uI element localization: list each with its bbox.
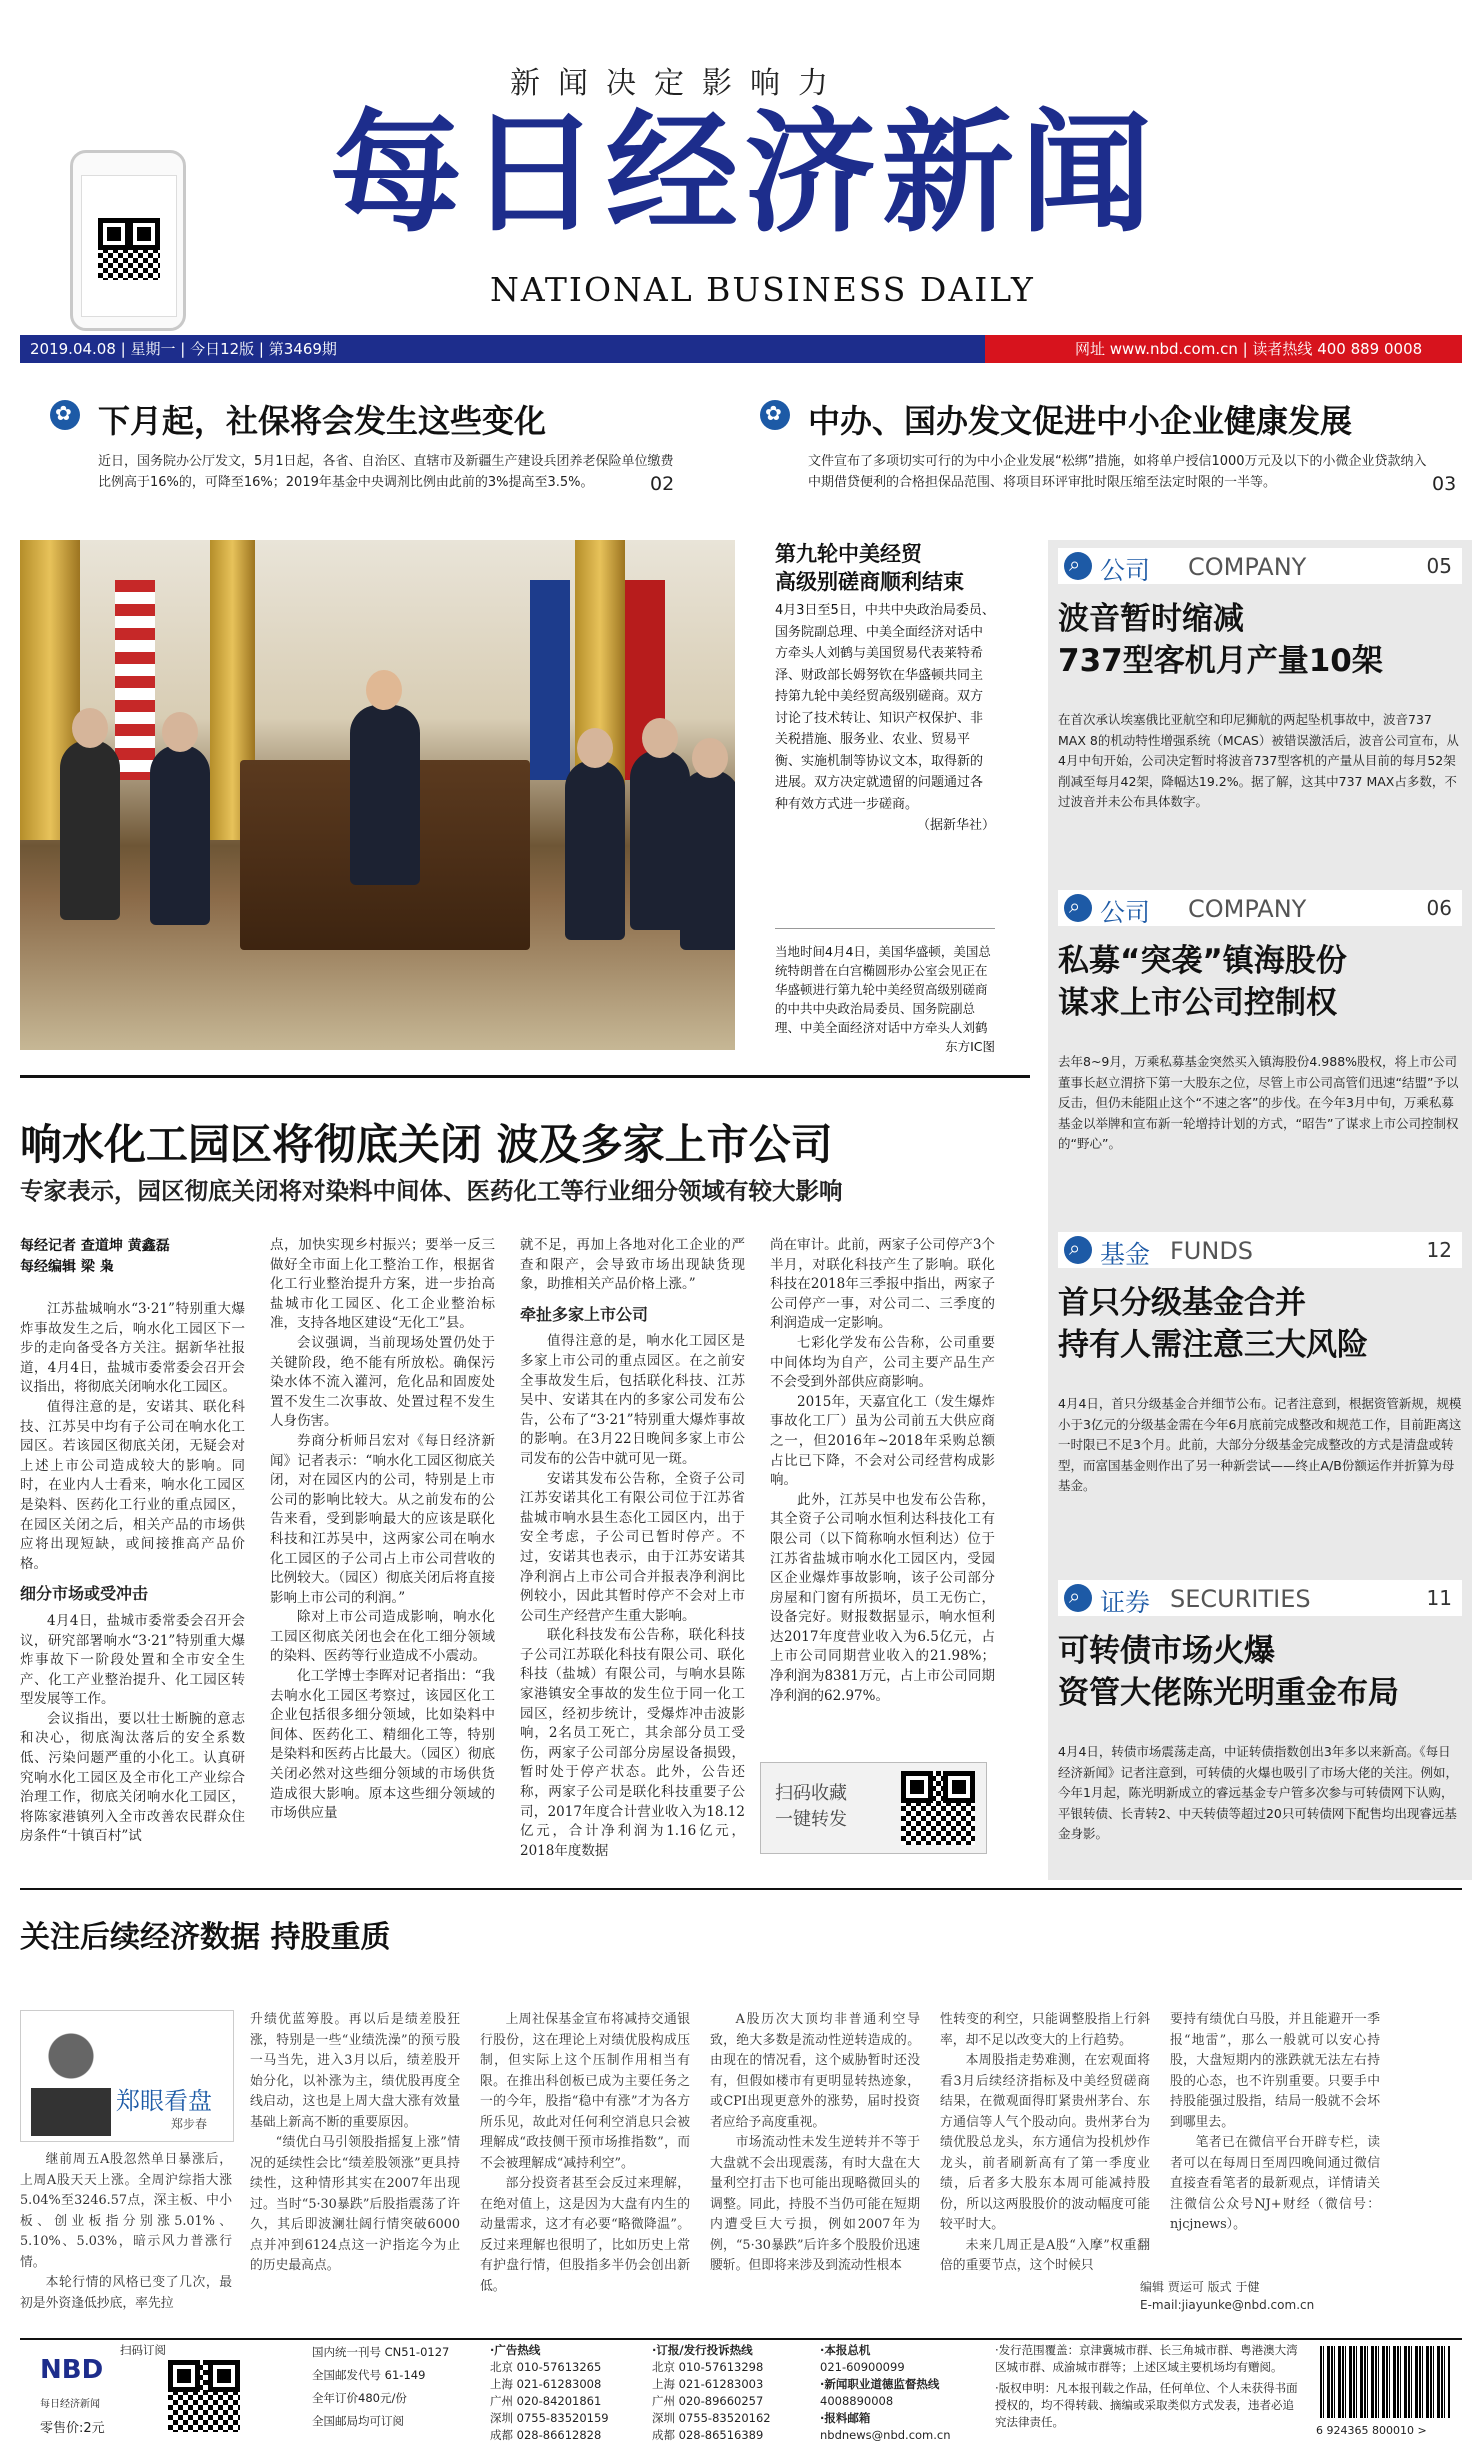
section-subhead: 细分市场或受冲击: [20, 1584, 149, 1604]
right-story-body: 在首次承认埃塞俄比亚航空和印尼狮航的两起坠机事故中，波音737 MAX 8的机动特性增强系统（MCAS）被错误激活后，波音公司宣布，从4月中旬开始，公司决定暂时将波音737型客机的产量从目前的每月52架削减至每月42架，降幅达19.2%。据了解，这其中737 MAX占多数，不过波音并未公布具体数字。: [1058, 712, 1459, 809]
teaser-page-2: 03: [1432, 473, 1457, 495]
teaser-title-2[interactable]: 中办、国办发文促进中小企业健康发展: [808, 402, 1353, 440]
main-subheadline: 专家表示，园区彻底关闭将对染料中间体、医药化工等行业细分领域有较大影响: [20, 1177, 843, 1205]
column-name: 郑眼看盘: [116, 2087, 212, 2115]
publication-info: 国内统一刊号 CN51-0127 全国邮发代号 61-149 全年订价480元/份 全国邮局均可订阅: [312, 2345, 450, 2428]
right-story-title[interactable]: 私募“突袭”镇海股份 谋求上市公司控制权: [1058, 943, 1347, 1021]
right-column: [1048, 540, 1472, 1880]
search-icon: [1064, 894, 1092, 922]
lower-col-3: 上周社保基金宣布将减持交通银行股份，这在理论上对绩优股构成压制，但实际上这个压制作用相当有限。在推出科创板已成为主要任务之一的今年，股指“稳中有涨”才为各方所乐见，故此对任何利空消息只会被理解成“政技侧干预市场推指数”，而不会被理解成“减持利空”。 部分投资者甚至会反过来理解，在绝对值上，这是因为大盘有内生的动量需求，这才有必要“略微降温”。反过来理解也很明了，比如历史上常有护盘行情，但股指多半仍会创出新低。: [480, 2012, 690, 2294]
main-col-4: 尚在审计。此前，两家子公司停产3个半月，对联化科技产生了影响。联化科技在2018年三季报中指出，两家子公司停产一事，对公司二、三季度的利润造成一定影响。 七彩化学发布公告称，公司重要中间体均为自产，公司主要产品生产不会受到外部供应商影响。 2015年，天嘉宜化工（发生爆炸事故化工厂）虽为公司前五大供应商之一，但2016年~2018年采购总额占比已下降，不会对公司经营构成影响。 此外，江苏吴中也发布公告称，其全资子公司响水恒利达科技化工有限公司（以下简称响水恒利达）位于江苏省盐城市响水化工园区内，受园区企业爆炸事故影响，该子公司部分房屋和门窗有所损坏，员工无伤亡，设备完好。财报数据显示，响水恒利达2017年度营业收入为6.5亿元，占上市公司同期营业收入的21.98%；净利润为8381万元，占上市公司同期净利润的62.97%。: [770, 1237, 995, 1704]
subscribe-qr-code[interactable]: [168, 2360, 240, 2432]
right-story-title[interactable]: 波音暂时缩减 737型客机月产量10架: [1058, 601, 1383, 679]
right-story-body: 去年8~9月，万乘私募基金突然买入镇海股份4.988%股权，将上市公司董事长赵立渭挤下第一大股东之位，尽管上市公司高管们迅速“结盟”予以反击，但仍未能阻止这个“不速之客”的步伐。在今年3月中旬，万乘私募基金以举牌和宣布新一轮增持计划的方式，“昭告”了谋求上市公司控制权的“野心”。: [1058, 1054, 1459, 1151]
section-header-funds[interactable]: ⌕ 基金 FUNDS 12: [1058, 1232, 1462, 1268]
nbd-logo-sub: 每日经济新闻: [40, 2399, 100, 2410]
section-header-securities[interactable]: ⌕ 证券 SECURITIES 11: [1058, 1580, 1462, 1616]
nbd-logo: NBD: [40, 2355, 104, 2385]
photo-caption: 当地时间4月4日，美国华盛顿，美国总统特朗普在白宫椭圆形办公室会见正在华盛顿进行第九轮中美经贸高级别磋商的中共中央政治局委员、国务院副总理、中美全面经济对话中方牵头人刘鹤 东方IC图: [775, 944, 995, 1054]
piggy-bank-icon: [1064, 1236, 1092, 1264]
photo-story-title: 第九轮中美经贸 高级别磋商顺利结束: [775, 542, 964, 594]
main-col-1: 江苏盐城响水“3·21”特别重大爆炸事故发生之后，响水化工园区下一步的走向备受各方关注。据新华社报道，4月4日，盐城市委常委会召开会议指出，将彻底关闭响水化工园区。 值得注意的是，安诺其、联化科技、江苏吴中均有子公司在响水化工园区。若该园区彻底关闭，无疑会对上述上市公司造成较大的影响。同时，在业内人士看来，响水化工园区是染料、医药化工行业的重点园区，在园区关闭之后，相关产品的市场供应将出现短缺，或间接推高产品价格。 细分市场或受冲击 4月4日，盐城市委常委会召开会议，研究部署响水“3·21”特别重大爆炸事故下一阶段处置和全市安全生产、化工产业整治提升、化工园区转型发展等工作。 会议指出，要以壮士断腕的意志和决心，彻底淘汰落后的安全系数低、污染问题严重的小化工。认真研究响水化工园区及全市化工产业综合治理工作，彻底关闭响水化工园区，将陈家港镇列入全市改善农民群众住房条件“十镇百村”试: [20, 1301, 245, 1845]
right-story-body: 4月4日，转债市场震荡走高，中证转债指数创出3年多以来新高。《每日经济新闻》记者注意到，可转债的火爆也吸引了市场大佬的关注。例如，今年1月起，陈光明新成立的睿远基金专户管多次参与可转债网下认购，平银转债、长青转2、中天转债等超过20只可转债网下配售均出现睿远基金身影。: [1058, 1744, 1459, 1841]
distribution-copyright: ·发行范围覆盖：京津冀城市群、长三角城市群、粤港澳大湾区城市群、成渝城市群等；上述区域主要机场均有赠阅。 ·版权申明：凡本报刊载之作品，任何单位、个人未获得书面授权的，均不得转载、摘编或采取类似方式发表，违者必追究法律责任。: [995, 2343, 1298, 2429]
retail-price: 零售价:2元: [40, 2421, 105, 2436]
section-subhead: 牵扯多家上市公司: [520, 1304, 649, 1324]
scan-share-box[interactable]: 扫码收藏 一键转发: [760, 1762, 987, 1854]
lower-col-2: 升绩优蓝筹股。再以后是绩差股狂涨，特别是一些“业绩洗澡”的预亏股一马当先，进入3月以后，绩差股开始分化，以补涨为主，绩优股再度全线启动，这也是上周大盘大涨有效量基础上新高不断的重要原因。 “绩优白马引领股指摇复上涨”情况的延续性会比“绩差股领涨”更具持续性，这种情形其实在2007年出现过。当时“5·30暴跌”后股指震荡了许久，其后即波澜壮阔行情突破6000点并冲到6124点这一沪指迄今为止的历史最高点。: [250, 2012, 460, 2273]
lower-col-4: A股历次大顶均非普通利空导致，绝大多数是流动性逆转造成的。由现在的情况看，这个威胁暂时还没有，但假如楼市有更明显转热迹象，或CPI出现更意外的涨势，届时投资者应给予高度重视。 市场流动性未发生逆转并不等于大盘就不会出现震荡，有时大盘在大量利空打击下也可能出现略微回头的调整。同此，持股不当仍可能在短期内遭受巨大亏损，例如2007年为例，“5·30暴跌”后许多个股股价迅速腰斩。但即将来涉及到流动性根本: [710, 2012, 920, 2273]
photo-story-body: 4月3日至5日，中共中央政治局委员、国务院副总理、中美全面经济对话中方牵头人刘鹤与美国贸易代表莱特希泽、财政部长姆努钦在华盛顿共同主持第九轮中美经贸高级别磋商。双方讨论了技术转让、知识产权保护、非关税措施、服务业、农业、贸易平衡、实施机制等协议文本，取得新的进展。双方决定就遗留的问题通过各种有效方式进一步磋商。 （据新华社）: [775, 603, 995, 833]
issue-info: 2019.04.08 | 星期一 | 今日12版 | 第3469期: [20, 335, 985, 363]
share-qr-code[interactable]: [901, 1771, 975, 1845]
editor-credit: 编辑 贾运可 版式 于健 E-mail:jiayunke@nbd.com.cn: [1140, 2280, 1315, 2312]
main-headline[interactable]: 响水化工园区将彻底关闭 波及多家上市公司: [20, 1120, 833, 1169]
search-icon: [1064, 552, 1092, 580]
barcode: [1320, 2346, 1450, 2418]
right-story-body: 4月4日，首只分级基金合并细节公布。记者注意到，根据资管新规，规模小于3亿元的分级基金需在今年6月底前完成整改和规范工作，目前距离这一时限已不足3个月。此前，大部分分级基金完成整改的方式是清盘或转型，而富国基金则作出了另一种新尝试——终止A/B份额运作并折算为母基金。: [1058, 1396, 1462, 1493]
lower-headline[interactable]: 关注后续经济数据 持股重质: [20, 1920, 391, 1955]
date-strip: [20, 335, 1462, 363]
main-col-3: 就不足，再加上各地对化工企业的严查和限产，会导致市场出现缺货现象，助推相关产品价格上涨。” 牵扯多家上市公司 值得注意的是，响水化工园区是多家上市公司的重点园区。在之前安全事故发生后，包括联化科技、江苏吴中、安诺其在内的多家公司发布公告，公布了“3·21”特别重大爆炸事故的影响。在3月22日晚间多家上市公司发布的公告中就可见一斑。 安诺其发布公告称，全资子公司江苏安诺其化工有限公司位于江苏省盐城市响水县生态化工园区内，出于安全考虑，子公司已暂时停产。不过，安诺其也表示，由于江苏安诺其净利润占上市公司合并报表净利润比例较小，因此其暂时停产不会对上市公司生产经营产生重大影响。 联化科技发布公告称，联化科技子公司江苏联化科技有限公司、联化科技（盐城）有限公司，与响水县陈家港镇安全事故的发生位于同一化工园区，经初步统计，受爆炸冲击波影响，2名员工死亡，其余部分员工受伤，两家子公司部分房屋设备损毁，暂时处于停产状态。此外，公告还称，两家子公司是联化科技重要子公司，2017年度合计营业收入为18.12亿元，合计净利润为1.16亿元，2018年度数据: [520, 1237, 745, 1859]
contact-info[interactable]: 网址 www.nbd.com.cn | 读者热线 400 889 0008: [985, 335, 1462, 363]
teaser-icon: [50, 400, 80, 430]
brand-logo: 每日经济新闻: [330, 97, 1158, 251]
lower-col-6: 要持有绩优白马股，并且能避开一季报“地雷”，那么一般就可以安心持股，大盘短期内的涨跌就无法左右持股的心态，也不许别重要。只要手中持股能强过股指，结局一般就不会坏到哪里去。 笔者已在微信平台开辟专栏，读者可以在每周日至周四晚间通过微信直接查看笔者的最新观点，详情请关注微信公众号NJ+财经（微信号：njcjnews）。: [1170, 2012, 1380, 2232]
teaser-text-1: 近日，国务院办公厅发文，5月1日起，各省、自治区、直辖市及新疆生产建设兵团养老保险单位缴费比例高于16%的，可降至16%；2019年基金中央调剂比例由此前的3%提高至3.5%。: [98, 454, 674, 490]
section-header-company[interactable]: ⌕ 公司 COMPANY 05: [1058, 548, 1462, 584]
lower-col-1: 继前周五A股忽然单日暴涨后，上周A股天天上涨。全周沪综指大涨5.04%至3246.57点，深主板、中小板、创业板指分别涨5.01%、5.10%、5.03%，暗示风力普涨行情。 本轮行情的风格已变了几次，最初是外资逢低抄底，率先拉: [20, 2152, 232, 2311]
lower-col-5: 性转变的利空，只能调整股指上行斜率，却不足以改变大的上行趋势。 本周股指走势难测，在宏观面将看3月后续经济指标及中美经贸磋商结果，在微观面得盯紧贵州茅台、东方通信等人气个股动向。贵州茅台为绩优股总龙头，东方通信为投机炒作龙头，前者刷新高有了第一季度业绩，后者多大股东本周可能减持股份，所以这两股股价的波动幅度可能较平时大。 未来几周正是A股“入摩”权重翻倍的重要节点，这个时候只: [940, 2012, 1150, 2273]
right-story-title[interactable]: 可转债市场火爆 资管大佬陈光明重金布局: [1058, 1633, 1399, 1711]
teaser-icon: [760, 400, 790, 430]
scan-subscribe-label: 扫码订阅: [120, 2343, 166, 2357]
footer: [20, 2338, 1462, 2445]
byline: 每经记者 查道坤 黄鑫磊 每经编辑 梁 枭: [20, 1238, 170, 1275]
app-qr-code: [98, 218, 160, 280]
right-story-title[interactable]: 首只分级基金合并 持有人需注意三大风险: [1058, 1285, 1368, 1363]
lead-photo: [20, 540, 735, 1050]
ad-hotline: ·广告热线 北京 010-57613265 上海 021-61283008 广州 020-84201861 深圳 0755-83520159 成都 028-86612828: [490, 2343, 609, 2442]
brand-english: NATIONAL BUSINESS DAILY: [490, 270, 1035, 309]
slogan: 新闻决定影响力: [510, 66, 846, 101]
column-author: 郑步春: [171, 2117, 208, 2131]
barcode-number: 6 924365 800010 >: [1316, 2424, 1427, 2437]
columnist-portrait: [20, 2010, 234, 2142]
divider: [20, 1888, 1462, 1890]
divider: [20, 1075, 1030, 1078]
main-col-2: 点，加快实现乡村振兴；要举一反三做好全市面上化工整治工作，根据省化工行业整治提升方案，进一步抬高盐城市化工园区、化工企业整治标准，支持各地区建设“无化工”县。 会议强调，当前现场处置仍处于关键阶段，绝不能有所放松。确保污染水体不流入灌河，危化品和固废处置不发生二次事故、处置过程不发生人身伤害。 券商分析师吕宏对《每日经济新闻》记者表示：“响水化工园区彻底关闭，对在园区内的公司，特别是上市公司的影响比较大。从之前发布的公告来看，受到影响最大的应该是联化科技和江苏吴中，这两家公司在响水化工园区的子公司占上市公司营收的比例较大。（园区）彻底关闭后将直接影响上市公司的利润。” 除对上市公司造成影响，响水化工园区彻底关闭也会在化工细分领域的染料、医药等行业造成不小震动。 化工学博士李晖对记者指出：“我去响水化工园区考察过，该园区化工企业包括很多细分领域，比如染料中间体、医药化工、精细化工等，特别是染料和医药占比最大。（园区）彻底关闭必然对这些细分领域的市场供货造成很大影响。原本这些细分领域的市场供应量: [270, 1237, 495, 1822]
teaser-title-1[interactable]: 下月起，社保将会发生这些变化: [98, 402, 547, 440]
section-header-company[interactable]: ⌕ 公司 COMPANY 06: [1058, 890, 1462, 926]
subscription-hotline: ·订报/发行投诉热线 北京 010-57613298 上海 021-61283003 广州 020-89660257 深圳 0755-83520162 成都 028-86516389: [652, 2343, 771, 2442]
office-contacts: ·本报总机 021-60900099 ·新闻职业道德监督热线 4008890008 ·报料邮箱 nbdnews@nbd.com.cn: [820, 2343, 951, 2442]
teaser-text-2: 文件宣布了多项切实可行的为中小企业发展“松绑”措施，如将单户授信1000万元及以下的小微企业贷款纳入中期借贷便利的合格担保品范围、将项目环评审批时限压缩至法定时限的一半等。: [808, 454, 1427, 490]
chart-icon: [1064, 1584, 1092, 1612]
teaser-page-1: 02: [650, 473, 675, 495]
app-phone-illustration: [70, 150, 186, 331]
